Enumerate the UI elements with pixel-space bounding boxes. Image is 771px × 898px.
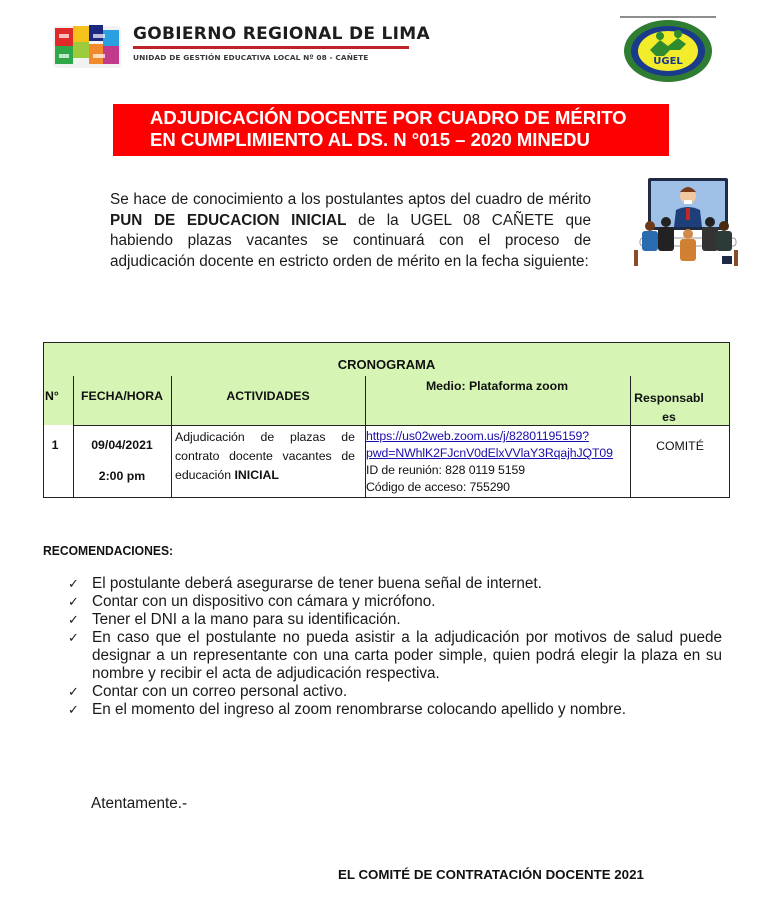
- check-icon: ✓: [68, 594, 79, 609]
- list-item: [68, 629, 722, 683]
- col-header-date: FECHA/HORA: [81, 389, 163, 403]
- intro-bold: PUN DE EDUCACION INICIAL: [110, 211, 347, 229]
- table-row: [44, 427, 729, 497]
- recommendations-title: RECOMENDACIONES:: [43, 543, 174, 558]
- ugel-seal-logo: [620, 16, 716, 82]
- gobierno-regional-logo: [53, 22, 121, 70]
- org-subtitle: UNIDAD DE GESTIÓN EDUCATIVA LOCAL Nº 08 - CAÑETE: [133, 53, 369, 62]
- col-header-num: N°: [45, 389, 59, 403]
- check-icon: ✓: [68, 612, 79, 627]
- org-title: GOBIERNO REGIONAL DE LIMA: [133, 24, 430, 44]
- check-icon: ✓: [68, 684, 79, 699]
- seal-text: UGEL: [653, 56, 683, 67]
- list-item: [68, 611, 722, 629]
- activity-bold: INICIAL: [234, 468, 279, 482]
- recommendation-text: En el momento del ingreso al zoom renombrarse colocando apellido y nombre.: [92, 701, 626, 718]
- zoom-link-line-2[interactable]: pwd=NWhlK2FJcnV0dElxVVlaY3RqajhJQT09: [366, 446, 613, 460]
- recommendation-text: Tener el DNI a la mano para su identificación.: [92, 611, 401, 628]
- meeting-id: ID de reunión: 828 0119 5159: [366, 463, 526, 477]
- list-item: [68, 593, 722, 611]
- list-item: [68, 575, 722, 593]
- recommendation-text: Contar con un dispositivo con cámara y micrófono.: [92, 593, 436, 610]
- banner-line-1: ADJUDICACIÓN DOCENTE POR CUADRO DE MÉRITO: [150, 107, 627, 128]
- check-icon: ✓: [68, 702, 79, 717]
- row-num: 1: [51, 438, 59, 452]
- row-date: 09/04/2021: [91, 438, 153, 452]
- recommendations-list: [68, 575, 728, 719]
- access-code: Código de acceso: 755290: [366, 480, 510, 494]
- recommendation-text: Contar con un correo personal activo.: [92, 683, 348, 700]
- row-time: 2:00 pm: [98, 469, 146, 483]
- intro-text-1: Se hace de conocimiento a los postulantes aptos del cuadro de mérito: [110, 191, 591, 208]
- banner-line-2: EN CUMPLIMIENTO AL DS. N °015 – 2020 MINEDU: [150, 129, 590, 150]
- schedule-table: [43, 342, 730, 498]
- col-header-responsible: Responsables: [634, 391, 704, 424]
- check-icon: ✓: [68, 630, 79, 645]
- list-item: [68, 683, 722, 701]
- intro-text-2: de la UGEL 08 CAÑETE que habiendo plazas vacantes se continuará con el proceso de adjudicación docente en estricto orden de mérito en la fecha siguiente:: [110, 211, 592, 270]
- col-header-activities: ACTIVIDADES: [226, 389, 310, 403]
- row-activity: [175, 428, 355, 485]
- row-medium: [366, 428, 630, 496]
- org-title-underline: [133, 46, 409, 49]
- table-title: CRONOGRAMA: [337, 357, 436, 372]
- signature-line: EL COMITÉ DE CONTRATACIÓN DOCENTE 2021: [338, 867, 644, 882]
- recommendation-text: En caso que el postulante no pueda asistir a la adjudicación por motivos de salud puede designar a un representante con una carta poder simple, quien podrá elegir la plaza en su nombre y recibir el acta de adjudicación respectiva.: [92, 629, 722, 682]
- intro-paragraph: [110, 190, 591, 272]
- col-header-medium: Medio: Plataforma zoom: [425, 379, 569, 393]
- list-item: [68, 701, 722, 719]
- banner-title: [150, 107, 627, 151]
- row-responsible: COMITÉ: [656, 439, 704, 453]
- video-meeting-illustration: [630, 170, 742, 276]
- zoom-link-line-1[interactable]: https://us02web.zoom.us/j/82801195159?: [366, 429, 589, 443]
- recommendation-text: El postulante deberá asegurarse de tener buena señal de internet.: [92, 575, 542, 592]
- check-icon: ✓: [68, 576, 79, 591]
- closing-text: Atentamente.-: [91, 795, 188, 812]
- activity-text: Adjudicación de plazas de contrato docente vacantes de educación: [175, 430, 355, 482]
